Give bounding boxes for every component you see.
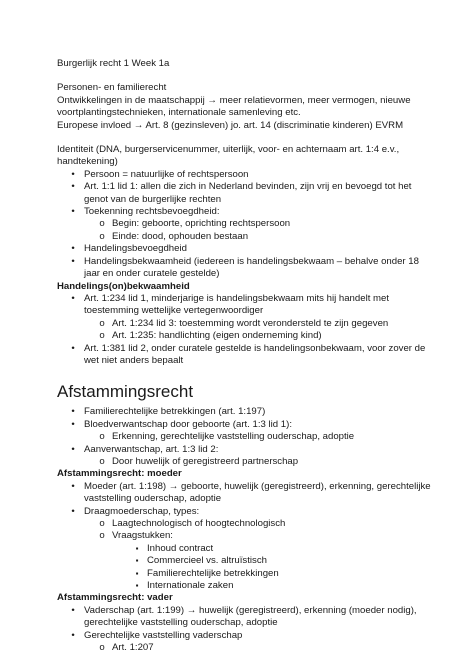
heading-afstammingsrecht: Afstammingsrecht	[57, 382, 194, 402]
list-item	[57, 218, 434, 230]
list-item-text: Begin: geboorte, oprichting rechtspersoon	[112, 218, 291, 230]
bullet-icon: •	[71, 243, 75, 255]
list-item	[57, 481, 434, 506]
list-item-text: Laagtechnologisch of hoogtechnologisch	[112, 518, 286, 529]
list-item-text: Door huwelijk of geregistreerd partnerschap	[112, 455, 299, 467]
list-item	[57, 293, 434, 318]
list-item	[57, 555, 434, 567]
list-vader	[57, 605, 434, 655]
list-item	[57, 243, 434, 255]
bullet-icon: •	[71, 168, 75, 180]
list-item	[57, 419, 434, 431]
bullet-icon: •	[71, 443, 75, 455]
list-item-text: Einde: dood, ophouden bestaan	[112, 230, 249, 242]
list-item-text: Commercieel vs. altruïstisch	[147, 555, 267, 567]
bullet-icon: o	[99, 455, 105, 467]
list-item-text: Erkenning, gerechtelijke vaststelling ouderschap, adoptie	[112, 431, 355, 443]
list-item-text: Familierechtelijke betrekkingen	[147, 567, 279, 579]
list-item	[57, 206, 434, 218]
bullet-icon: •	[71, 181, 75, 193]
list-item-text: Familierechtelijke betrekkingen (art. 1:197)	[84, 406, 266, 418]
intro-europese-invloed: Europese invloed → Art. 8 (gezinsleven) jo. art. 14 (discriminatie kinderen) EVRM	[57, 119, 404, 131]
bullet-icon: •	[71, 418, 75, 430]
list-item	[57, 506, 434, 518]
list-item-text: Moeder (art. 1:198) → geboorte, huwelijk (geregistreerd), erkenning, gerechtelijke vaststelling ouderschap, adoptie	[84, 480, 431, 505]
subheading-vader: Afstammingsrecht: vader	[57, 592, 173, 604]
list-item	[57, 518, 434, 530]
intro-ontwikkelingen: Ontwikkelingen in de maatschappij → meer relatievormen, meer vermogen, nieuwe voortplantingstechnieken, internationale samenleving etc.	[57, 94, 411, 119]
bullet-icon: o	[99, 230, 105, 242]
list-item	[57, 630, 434, 642]
bullet-icon: o	[99, 330, 105, 342]
subheading-handelingsonbekwaamheid: Handelings(on)bekwaamheid	[57, 280, 190, 292]
bullet-icon: •	[71, 629, 75, 641]
bullet-icon: o	[99, 530, 105, 542]
list-item-text: Vaderschap (art. 1:199) → huwelijk (geregistreerd), erkenning (moeder nodig), gerechtelijke vaststelling ouderschap, adoptie	[84, 604, 417, 629]
list-item-text: Gerechtelijke vaststelling vaderschap	[84, 629, 243, 641]
list-item-text: Art. 1:234 lid 1, minderjarige is handelingsbekwaam mits hij handelt met toestemming wettelijke vertegenwoordiger	[84, 292, 390, 317]
list-item	[57, 444, 434, 456]
bullet-icon: o	[99, 518, 105, 529]
document-title: Burgerlijk recht 1 Week 1a	[57, 58, 170, 69]
list-item	[57, 231, 434, 243]
bullet-icon: •	[71, 342, 75, 354]
list-item-text: Art. 1:1 lid 1: allen die zich in Nederland bevinden, zijn vrij en bevoegd tot het genot van de burgerlijke rechten	[84, 181, 412, 205]
list-item-text: Handelingsbevoegdheid	[84, 243, 187, 255]
list-item	[57, 343, 434, 368]
bullet-icon: ▪	[135, 543, 139, 553]
list-item	[57, 530, 434, 542]
list-item-text: Inhoud contract	[147, 542, 214, 554]
list-item	[57, 181, 434, 206]
list-item-text: Art. 1:235: handlichting (eigen onderneming kind)	[112, 330, 322, 342]
bullet-icon: o	[99, 317, 105, 329]
list-item-text: Vraagstukken:	[112, 530, 173, 542]
list-item-text: Toekenning rechtsbevoegdheid:	[84, 206, 220, 218]
bullet-icon: o	[99, 642, 105, 654]
bullet-icon: o	[99, 431, 105, 443]
list-item-text: Art. 1:381 lid 2, onder curatele gestelde is handelingsonbekwaam, voor zover de wet niet anders bepaalt	[84, 342, 426, 366]
list-item-text: Bloedverwantschap door geboorte (art. 1:3 lid 1):	[84, 418, 292, 430]
bullet-icon: •	[71, 206, 75, 218]
list-item-text: Draagmoederschap, types:	[84, 505, 200, 517]
list-item	[57, 406, 434, 418]
bullet-icon: •	[71, 604, 75, 616]
list-item	[57, 318, 434, 330]
list-item-text: Art. 1:207	[112, 642, 154, 654]
section-title-personen: Personen- en familierecht	[57, 82, 167, 94]
bullet-icon: ▪	[135, 556, 139, 566]
list-moeder	[57, 481, 434, 593]
list-item-text: Art. 1:234 lid 3: toestemming wordt verondersteld te zijn gegeven	[112, 317, 389, 329]
list-item	[57, 580, 434, 592]
list-item-text: Handelingsbekwaamheid (iedereen is handelingsbekwaam – behalve onder 18 jaar en onder curatele gestelde)	[84, 255, 419, 280]
list-item-text: Persoon = natuurlijke of rechtspersoon	[84, 168, 249, 180]
list-afstammingsrecht	[57, 406, 434, 468]
identiteit-paragraph: Identiteit (DNA, burgerservicenummer, uiterlijk, voor- en achternaam art. 1:4 e.v., handtekening)	[57, 144, 400, 168]
bullet-icon: o	[99, 218, 105, 230]
list-item	[57, 543, 434, 555]
subheading-moeder: Afstammingsrecht: moeder	[57, 468, 182, 480]
bullet-icon: •	[71, 292, 75, 304]
bullet-icon: ▪	[135, 568, 139, 578]
list-item	[57, 568, 434, 580]
list-item	[57, 456, 434, 468]
list-item	[57, 256, 434, 281]
list-item-text: Internationale zaken	[147, 580, 234, 592]
bullet-icon: •	[71, 255, 75, 267]
bullet-icon: •	[71, 505, 75, 517]
bullet-icon: ▪	[135, 581, 139, 591]
list-item	[57, 605, 434, 630]
bullet-icon: •	[71, 406, 75, 418]
list-item	[57, 431, 434, 443]
bullet-icon: •	[71, 480, 75, 492]
list-item	[57, 330, 434, 342]
list-item	[57, 169, 434, 181]
list-handelingsonbekwaamheid	[57, 293, 434, 367]
list-item	[57, 642, 434, 654]
list-rechtsbevoegdheid	[57, 169, 434, 281]
list-item-text: Aanverwantschap, art. 1:3 lid 2:	[84, 443, 219, 455]
